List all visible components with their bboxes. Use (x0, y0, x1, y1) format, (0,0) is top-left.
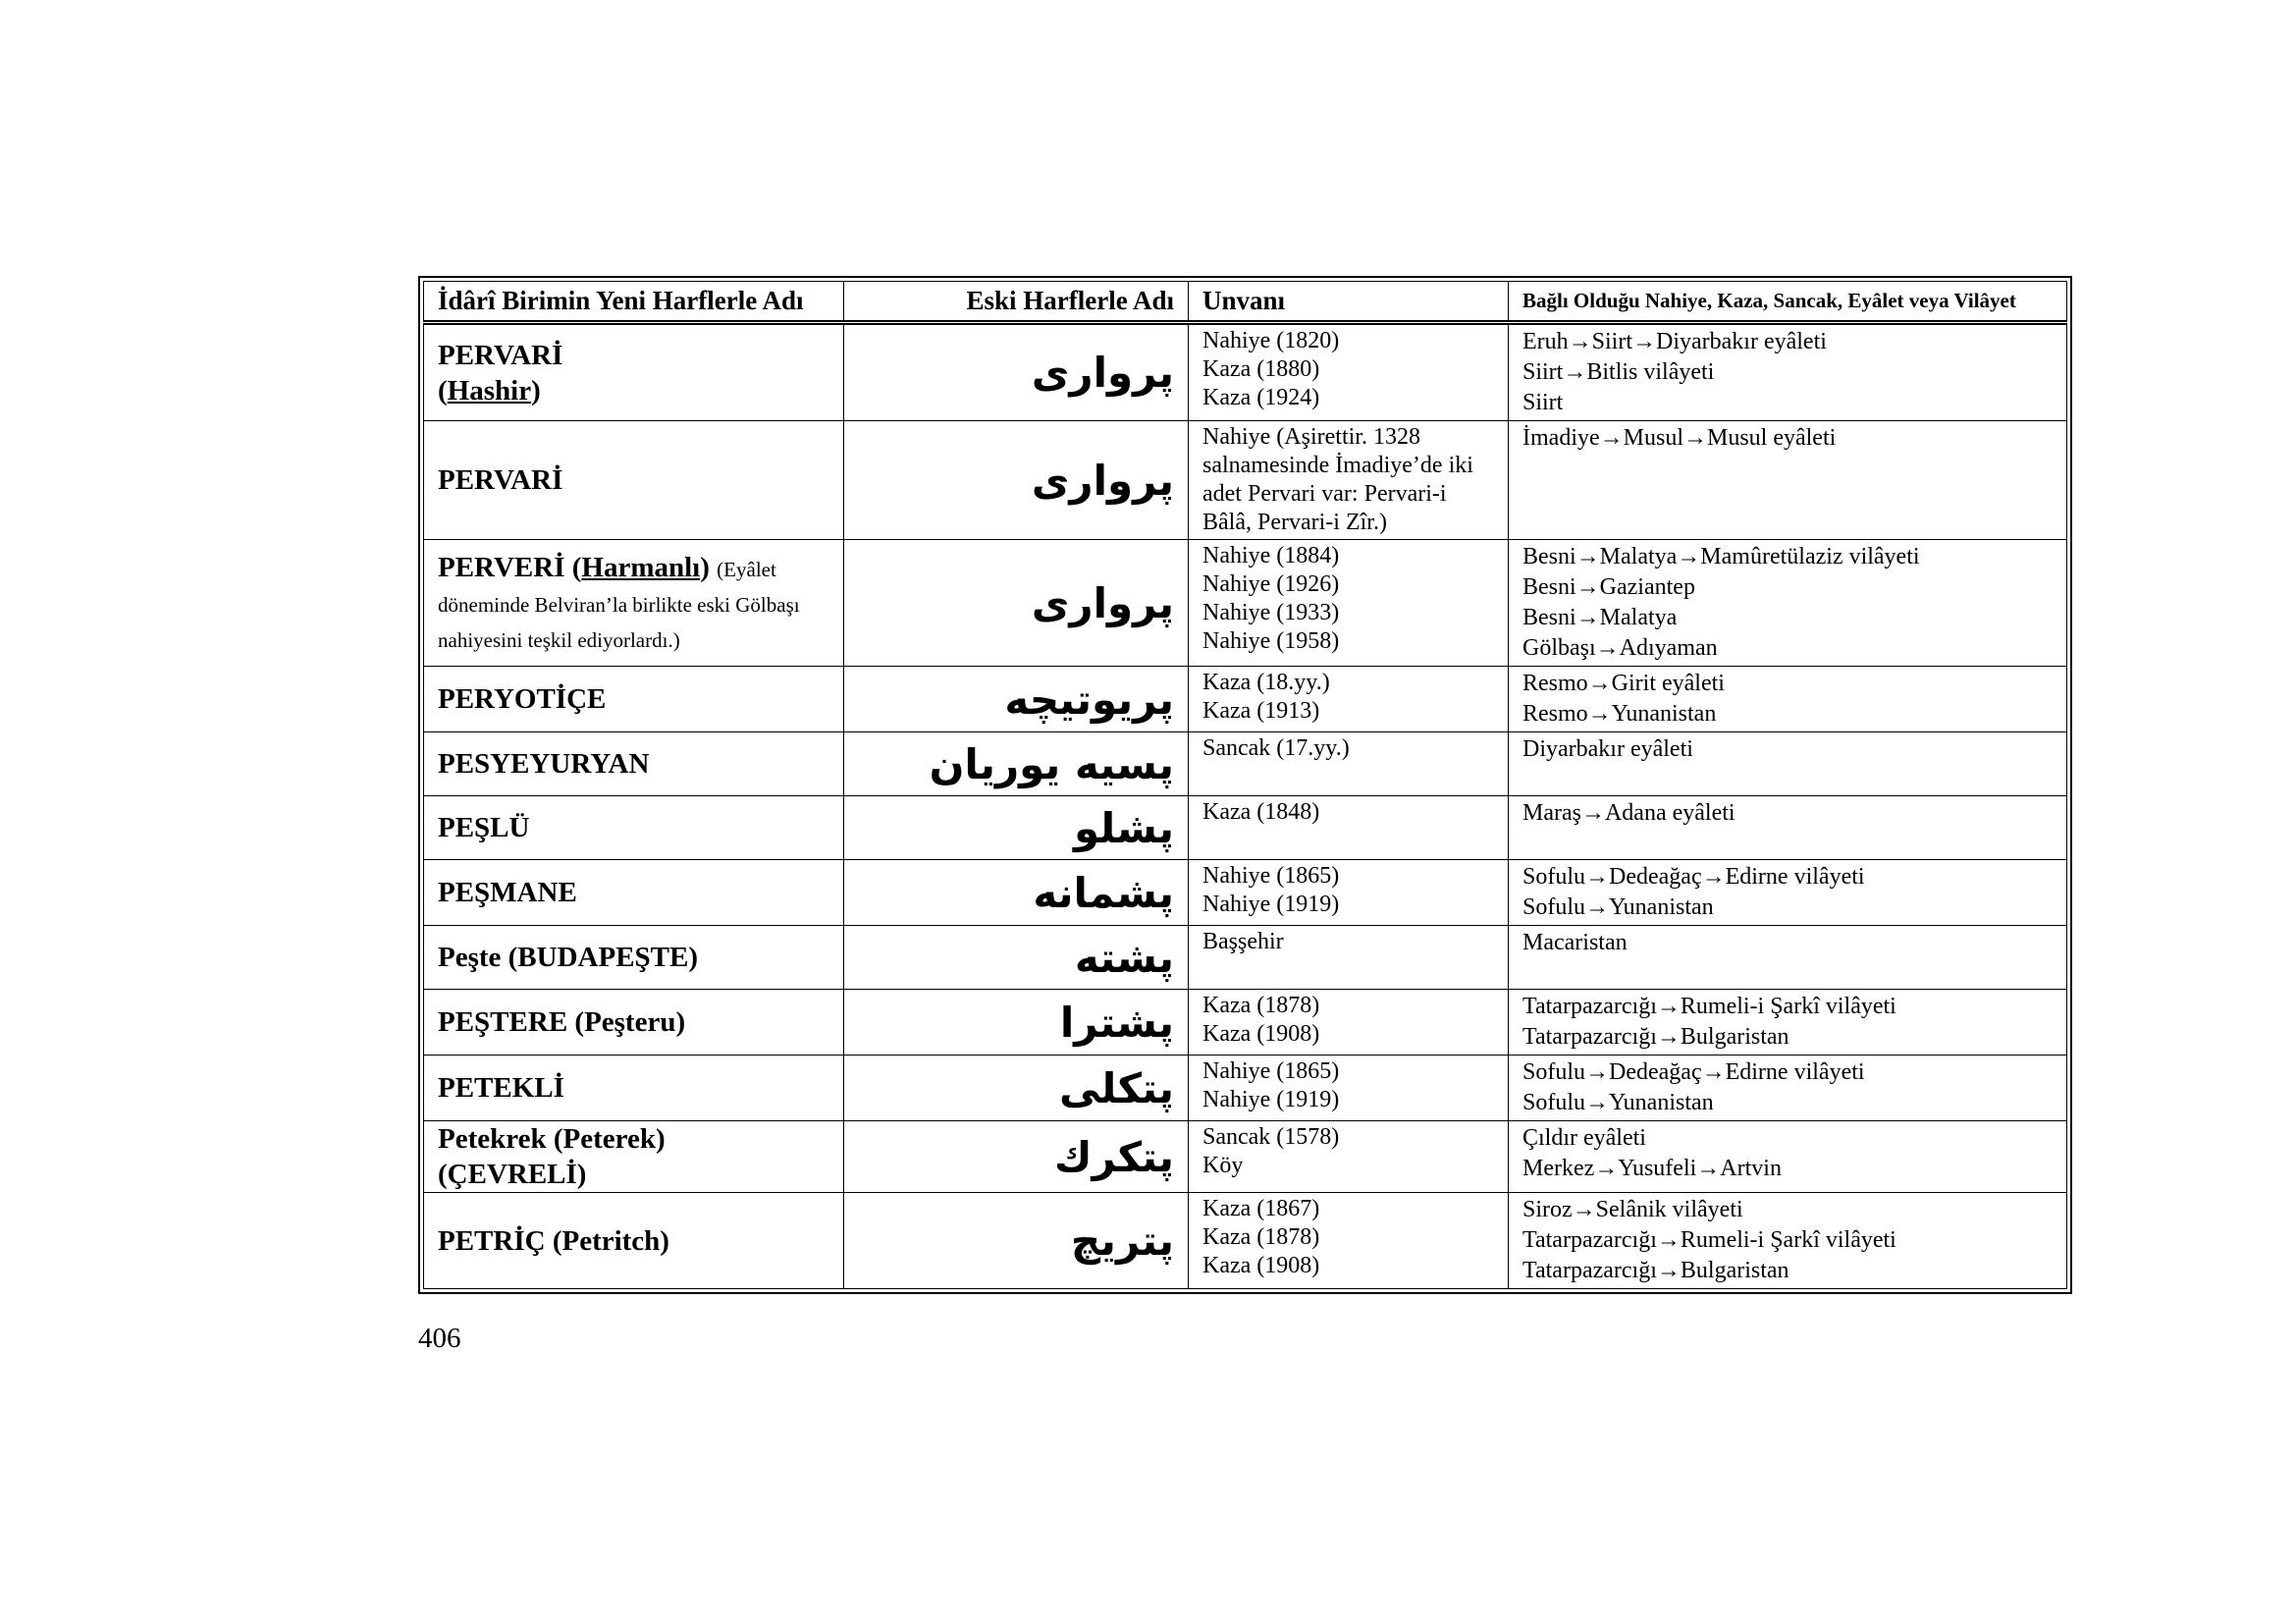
title-line: Kaza (1908) (1202, 1253, 1320, 1278)
old-script-name: پتريچ (844, 1193, 1189, 1289)
unit-name: PETEKLİ (438, 1072, 564, 1104)
title-line: Kaza (1880) (1202, 356, 1320, 382)
table-row (424, 990, 2067, 1056)
parent-cell (1509, 540, 2067, 667)
title-line: Köy (1202, 1153, 1244, 1178)
title-cell (1189, 860, 1509, 926)
parent-line: Besni→Malatya (1522, 605, 1678, 630)
title-cell (1189, 421, 1509, 540)
parent-line: Sofulu→Dedeağaç→Edirne vilâyeti (1522, 864, 1865, 890)
table-row (424, 421, 2067, 540)
title-line: Kaza (1867) (1202, 1196, 1320, 1221)
header-old-name: Eski Harflerle Adı (844, 282, 1189, 323)
old-script-name: پتكلى (844, 1056, 1189, 1121)
title-cell (1189, 990, 1509, 1056)
parent-line: Resmo→Girit eyâleti (1522, 671, 1725, 696)
unit-name-cell (424, 732, 844, 796)
table-row (424, 926, 2067, 990)
parent-line: Çıldır eyâleti (1522, 1125, 1646, 1151)
unit-note: (Eyâlet döneminde Belviran’la birlikte eski Gölbaşı nahiyesini teşkil ediyorlardı.) (438, 558, 800, 652)
parent-line: Tatarpazarcığı→Bulgaristan (1522, 1024, 1789, 1050)
parent-cell (1509, 860, 2067, 926)
parent-cell (1509, 732, 2067, 796)
unit-name-cell (424, 540, 844, 667)
table-row (424, 540, 2067, 667)
page-number: 406 (418, 1323, 461, 1354)
title-line: Kaza (1878) (1202, 1224, 1320, 1250)
title-line: Nahiye (1820) (1202, 328, 1340, 353)
unit-name: PERVARİ (438, 339, 563, 371)
title-line: Nahiye (1919) (1202, 892, 1340, 917)
parent-line: Diyarbakır eyâleti (1522, 736, 1693, 762)
title-cell (1189, 1056, 1509, 1121)
parent-line: Macaristan (1522, 930, 1628, 955)
parent-line: Tatarpazarcığı→Rumeli-i Şarkî vilâyeti (1522, 1227, 1896, 1253)
table-row (424, 1121, 2067, 1193)
title-line: Nahiye (1933) (1202, 600, 1340, 625)
parent-line: Maraş→Adana eyâleti (1522, 800, 1735, 826)
parent-line: Sofulu→Yunanistan (1522, 1090, 1714, 1115)
old-script-name: پروارى (844, 421, 1189, 540)
title-line: Kaza (18.yy.) (1202, 670, 1330, 695)
title-cell (1189, 540, 1509, 667)
old-script-name: پشته (844, 926, 1189, 990)
table-body (424, 323, 2067, 1289)
title-line: Başşehir (1202, 929, 1284, 954)
title-line: Nahiye (1919) (1202, 1087, 1340, 1112)
old-script-name: پروارى (844, 540, 1189, 667)
unit-name-cell (424, 1056, 844, 1121)
table-header-row (424, 282, 2067, 323)
old-script-name: پريوتيچه (844, 667, 1189, 732)
table-frame (418, 276, 2072, 1294)
header-name: İdârî Birimin Yeni Harflerle Adı (424, 282, 844, 323)
unit-name-cell (424, 796, 844, 860)
parent-cell (1509, 667, 2067, 732)
unit-alt-prefix: ( (438, 374, 448, 406)
unit-alt-name: Harmanlı (581, 552, 701, 583)
title-cell (1189, 1121, 1509, 1193)
unit-name-cell (424, 667, 844, 732)
unit-name-cell (424, 1121, 844, 1193)
unit-name-cell (424, 323, 844, 421)
title-cell (1189, 926, 1509, 990)
title-line: Kaza (1878) (1202, 993, 1320, 1018)
old-script-name: پشلو (844, 796, 1189, 860)
parent-line: Resmo→Yunanistan (1522, 701, 1717, 727)
unit-name-cell (424, 1193, 844, 1289)
parent-cell (1509, 796, 2067, 860)
parent-line: Eruh→Siirt→Diyarbakır eyâleti (1522, 329, 1827, 354)
parent-line: Tatarpazarcığı→Rumeli-i Şarkî vilâyeti (1522, 994, 1896, 1019)
title-line: Nahiye (1884) (1202, 543, 1340, 568)
old-script-name: پشمانه (844, 860, 1189, 926)
unit-name: Petekrek (Peterek) (438, 1123, 666, 1155)
parent-cell (1509, 926, 2067, 990)
unit-name: PERYOTİÇE (438, 683, 607, 715)
parent-line: Siirt (1522, 390, 1564, 415)
old-script-name: پتكرك (844, 1121, 1189, 1193)
title-cell (1189, 323, 1509, 421)
table-row (424, 1193, 2067, 1289)
title-line: Nahiye (1865) (1202, 1058, 1340, 1084)
table-row (424, 796, 2067, 860)
unit-name: PESYEYURYAN (438, 748, 650, 780)
parent-cell (1509, 1121, 2067, 1193)
old-script-name: پروارى (844, 323, 1189, 421)
header-parent: Bağlı Olduğu Nahiye, Kaza, Sancak, Eyâlet veya Vilâyet (1509, 282, 2067, 323)
unit-alt-name: Hashir (447, 374, 532, 406)
parent-cell (1509, 323, 2067, 421)
title-text: Nahiye (Aşirettir. 1328 salnamesinde İmadiye’de iki adet Pervari var: Pervari-i Bâlâ, Pervari-i Zîr.) (1202, 424, 1473, 535)
table-row (424, 860, 2067, 926)
unit-name: PEŞTERE (Peşteru) (438, 1006, 686, 1038)
table-row (424, 667, 2067, 732)
table-row (424, 1056, 2067, 1121)
header-title: Unvanı (1189, 282, 1509, 323)
title-cell (1189, 732, 1509, 796)
administrative-units-table (423, 281, 2067, 1289)
parent-line: Sofulu→Dedeağaç→Edirne vilâyeti (1522, 1059, 1865, 1085)
parent-line: Tatarpazarcığı→Bulgaristan (1522, 1258, 1789, 1283)
parent-line: Sofulu→Yunanistan (1522, 894, 1714, 920)
unit-name-cell (424, 990, 844, 1056)
title-line: Nahiye (1926) (1202, 571, 1340, 597)
title-line: Kaza (1848) (1202, 799, 1320, 825)
unit-name: PERVERİ ( (438, 552, 582, 583)
unit-name: PERVARİ (438, 464, 563, 496)
parent-line: Besni→Malatya→Mamûretülaziz vilâyeti (1522, 544, 1920, 569)
parent-cell (1509, 1193, 2067, 1289)
title-line: Sancak (1578) (1202, 1124, 1340, 1150)
unit-name-cell (424, 860, 844, 926)
title-line: Kaza (1908) (1202, 1021, 1320, 1047)
title-cell (1189, 796, 1509, 860)
parent-line: Gölbaşı→Adıyaman (1522, 635, 1718, 661)
unit-alt-suffix: ) (531, 374, 541, 406)
unit-name: PEŞLÜ (438, 812, 530, 843)
title-line: Nahiye (1958) (1202, 628, 1340, 654)
table-row (424, 323, 2067, 421)
unit-name: PEŞMANE (438, 877, 577, 908)
parent-line: İmadiye→Musul→Musul eyâleti (1522, 425, 1837, 451)
title-line: Kaza (1924) (1202, 385, 1320, 410)
title-cell (1189, 1193, 1509, 1289)
title-line: Kaza (1913) (1202, 698, 1320, 724)
parent-line: Siroz→Selânik vilâyeti (1522, 1197, 1743, 1222)
parent-line: Siirt→Bitlis vilâyeti (1522, 359, 1715, 385)
title-cell (1189, 667, 1509, 732)
unit-name: PETRİÇ (Petritch) (438, 1224, 669, 1257)
parent-cell (1509, 990, 2067, 1056)
parent-cell (1509, 1056, 2067, 1121)
unit-name-cell (424, 926, 844, 990)
old-script-name: پسيه يوريان (844, 732, 1189, 796)
unit-alt-suffix: ) (700, 552, 710, 583)
parent-cell (1509, 421, 2067, 540)
unit-name: Peşte (BUDAPEŞTE) (438, 942, 699, 973)
title-line: Sancak (17.yy.) (1202, 735, 1350, 761)
parent-line: Merkez→Yusufeli→Artvin (1522, 1156, 1782, 1181)
unit-name-cell (424, 421, 844, 540)
old-script-name: پشترا (844, 990, 1189, 1056)
parent-line: Besni→Gaziantep (1522, 574, 1695, 600)
title-line: Nahiye (1865) (1202, 863, 1340, 889)
unit-new-name: (ÇEVRELİ) (438, 1159, 587, 1190)
table-row (424, 732, 2067, 796)
